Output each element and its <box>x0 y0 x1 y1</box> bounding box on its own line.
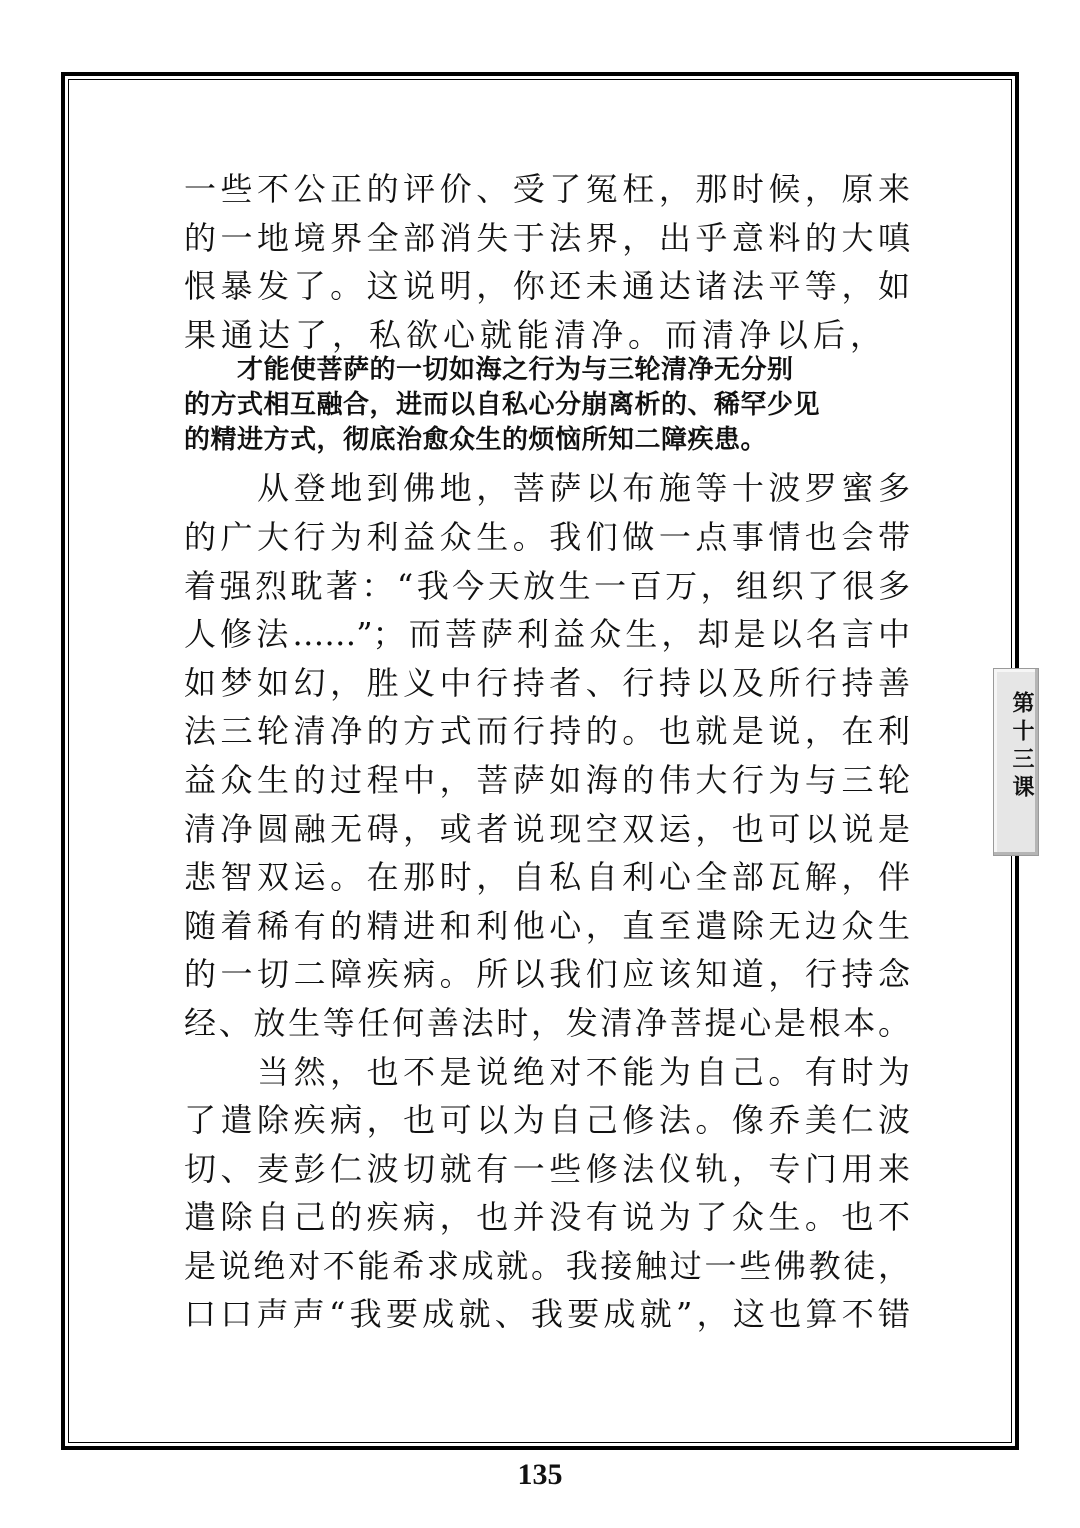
text-line: 法三轮清净的方式而行持的。也就是说，在利 <box>184 712 910 751</box>
text-line: 切、麦彭仁波切就有一些修法仪轨，专门用来 <box>184 1149 910 1188</box>
body-text <box>184 165 910 1339</box>
text-line: 从登地到佛地，菩萨以布施等十波罗蜜多 <box>184 469 910 508</box>
paragraph-1 <box>184 165 910 359</box>
text-line: 一些不公正的评价、受了冤枉，那时候，原来 <box>184 170 910 208</box>
text-line: 口口声声“我要成就、我要成就”，这也算不错 <box>184 1295 910 1334</box>
page-number: 135 <box>517 1458 563 1491</box>
text-line: 经、放生等任何善法时，发清净菩提心是根本。 <box>184 1003 910 1042</box>
text-line: 随着稀有的精进和利他心，直至遣除无边众生 <box>184 906 910 945</box>
chapter-side-tab <box>993 668 1039 856</box>
text-line: 益众生的过程中，菩萨如海的伟大行为与三轮 <box>184 760 910 799</box>
text-line: 的广大行为利益众生。我们做一点事情也会带 <box>184 517 910 556</box>
paragraph-3 <box>184 1048 910 1340</box>
text-line: 悲智双运。在那时，自私自利心全部瓦解，伴 <box>184 858 910 897</box>
text-line: 恨暴发了。这说明，你还未通达诸法平等，如 <box>184 267 910 306</box>
text-line: 的一地境界全部消失于法界，出乎意料的大嗔 <box>184 218 910 257</box>
quote-line: 的方式相互融合，进而以自私心分崩离析的、稀罕少见 <box>184 390 821 421</box>
text-line: 清净圆融无碍，或者说现空双运，也可以说是 <box>184 809 910 848</box>
text-line: 遣除自己的疾病，也并没有说为了众生。也不 <box>184 1198 910 1237</box>
text-line: 着强烈耽著：“我今天放生一百万，组织了很多 <box>184 566 910 605</box>
text-line: 当然，也不是说绝对不能为自己。有时为 <box>184 1052 910 1091</box>
text-line: 的一切二障疾病。所以我们应该知道，行持念 <box>184 955 910 994</box>
text-line: 了遣除疾病，也可以为自己修法。像乔美仁波 <box>184 1101 910 1140</box>
quoted-verse <box>184 353 910 458</box>
chapter-label: 第十三课 <box>1009 691 1035 803</box>
text-line: 如梦如幻，胜义中行持者、行持以及所行持善 <box>184 663 910 702</box>
paragraph-2 <box>184 464 910 1047</box>
text-line: 人修法……”；而菩萨利益众生，却是以名言中 <box>184 615 910 654</box>
text-line: 果通达了，私欲心就能清净。而清净以后， <box>184 315 888 354</box>
quote-line: 的精进方式，彻底治愈众生的烦恼所知二障疾患。 <box>184 425 768 456</box>
quote-line: 才能使菩萨的一切如海之行为与三轮清净无分别 <box>184 355 794 386</box>
text-line: 是说绝对不能希求成就。我接触过一些佛教徒， <box>184 1246 910 1285</box>
